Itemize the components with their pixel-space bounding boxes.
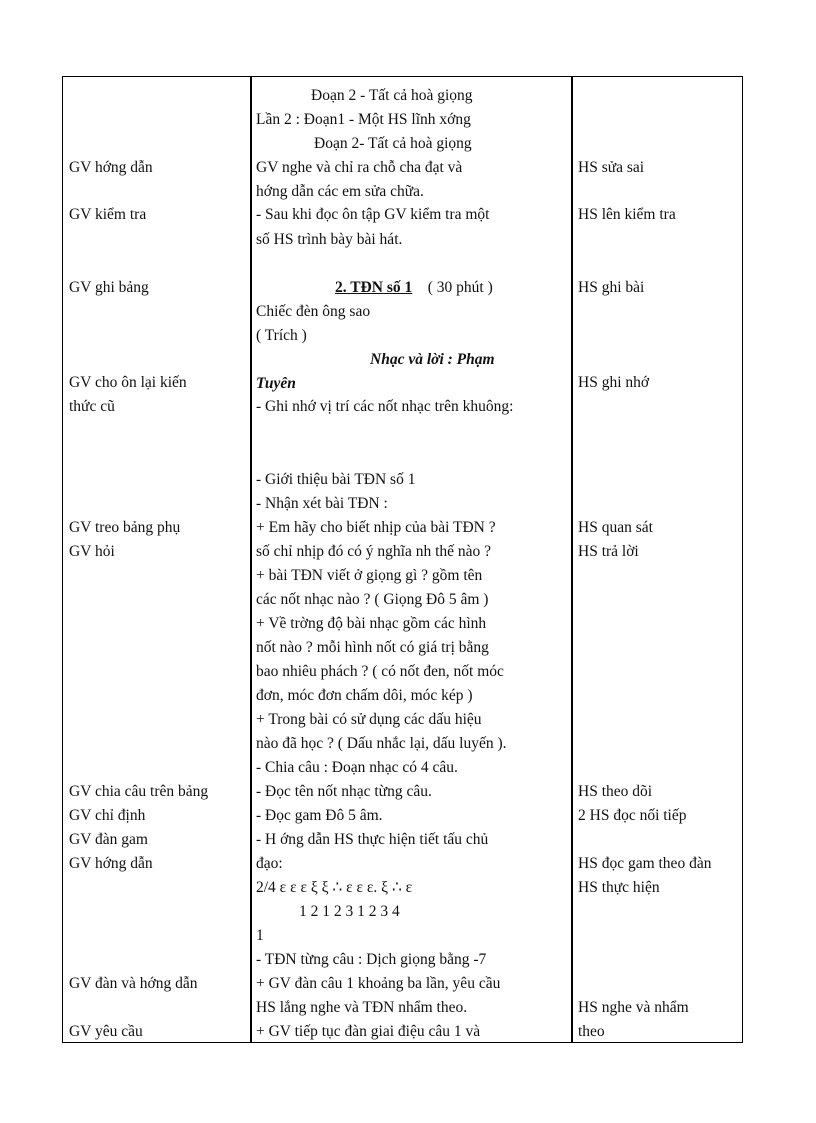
col1-line: GV hớng dẫn [69, 855, 153, 872]
col2-line: - H ớng dẫn HS thực hiện tiết tấu chủ [256, 831, 489, 848]
section-time: ( 30 phút ) [427, 279, 493, 296]
col3-line: HS ghi bài [578, 279, 645, 296]
col3-line: theo [578, 1023, 605, 1040]
col2-line: HS lắng nghe và TĐN nhẩm theo. [256, 999, 468, 1016]
col2-line: + bài TĐN viết ở giọng gì ? gồm tên [256, 567, 483, 584]
col2-line: 1 [256, 927, 264, 944]
col3-line: HS thực hiện [578, 879, 660, 896]
col2-line: + GV đàn câu 1 khoảng ba lần, yêu cầu [256, 975, 501, 992]
col1-line: GV chia câu trên bảng [69, 783, 209, 800]
col2-line: Chiếc đèn ông sao [256, 303, 371, 320]
col2-line: Lần 2 : Đoạn1 - Một HS lĩnh xớng [256, 111, 471, 128]
col1-line: GV đàn và hớng dẫn [69, 975, 198, 992]
col2-line: - TĐN từng câu : Dịch giọng bằng -7 [256, 951, 487, 968]
col3-line: HS sửa sai [578, 159, 645, 176]
col2-line: hớng dẫn các em sửa chữa. [256, 183, 424, 200]
col2-line: + Trong bài có sử dụng các dấu hiệu [256, 711, 482, 728]
col2-line: nào đã học ? ( Dấu nhắc lại, dấu luyến ). [256, 735, 507, 752]
col1-line: GV hớng dẫn [69, 159, 153, 176]
col2-line: + Em hãy cho biết nhịp của bài TĐN ? [256, 519, 496, 536]
col3-line: HS trả lời [578, 543, 639, 560]
col2-line: - Ghi nhớ vị trí các nốt nhạc trên khuông: [256, 398, 514, 415]
col2-line: Đoạn 2- Tất cả hoà giọng [314, 135, 472, 152]
author-line-1: Nhạc và lời : Phạm [370, 351, 495, 368]
col2-line: 1 2 1 2 3 1 2 3 4 [299, 903, 400, 920]
col2-line: - Nhận xét bài TĐN : [256, 495, 388, 512]
col1-line: GV treo bảng phụ [69, 519, 181, 536]
col3-line: HS quan sát [578, 519, 653, 536]
column-divider-1 [250, 77, 252, 1042]
section-heading [335, 278, 493, 298]
col3-line: HS lên kiểm tra [578, 206, 676, 223]
col1-line: GV chỉ định [69, 807, 146, 824]
col3-line: HS ghi nhớ [578, 374, 650, 391]
col2-line: GV nghe và chỉ ra chỗ cha đạt và [256, 159, 463, 176]
col2-line: đạo: [256, 855, 283, 872]
col2-line: + Về trờng độ bài nhạc gồm các hình [256, 615, 487, 632]
col2-line: ( Trích ) [256, 327, 307, 344]
col2-line: - Đọc tên nốt nhạc từng câu. [256, 783, 432, 800]
section-title: 2. TĐN số 1 [335, 279, 413, 296]
col1-line: GV ghi bảng [69, 279, 149, 296]
col1-line: GV kiểm tra [69, 206, 147, 223]
col2-line: bao nhiêu phách ? ( có nốt đen, nốt móc [256, 663, 504, 680]
col2-line: - Sau khi đọc ôn tập GV kiểm tra một [256, 206, 490, 223]
col3-line: HS theo dõi [578, 783, 653, 800]
col2-line: đơn, móc đơn chấm dôi, móc kép ) [256, 687, 473, 704]
col2-line: - Giới thiệu bài TĐN số 1 [256, 471, 416, 488]
col1-line: GV hỏi [69, 543, 115, 560]
col2-line: số HS trình bày bài hát. [256, 231, 403, 248]
col2-line: - Đọc gam Đô 5 âm. [256, 807, 383, 824]
author-line-2: Tuyên [256, 375, 296, 392]
col2-line: số chỉ nhịp đó có ý nghĩa nh thế nào ? [256, 543, 492, 560]
col3-line: 2 HS đọc nối tiếp [578, 807, 687, 824]
lesson-table [62, 76, 743, 1043]
col3-line: HS nghe và nhẩm [578, 999, 689, 1016]
col2-line: + GV tiếp tục đàn giai điệu câu 1 và [256, 1023, 481, 1040]
col2-line: 2/4 ε ε ε ξ ξ ∴ ε ε ε. ξ ∴ ε [256, 879, 413, 896]
col1-line: thức cũ [69, 398, 115, 415]
col2-line: nốt nào ? mỗi hình nốt có giá trị bằng [256, 639, 489, 656]
col2-line: - Chia câu : Đoạn nhạc có 4 câu. [256, 759, 458, 776]
col1-line: GV đàn gam [69, 831, 148, 848]
col1-line: GV cho ôn lại kiến [69, 374, 187, 391]
column-divider-2 [571, 77, 573, 1042]
col3-line: HS đọc gam theo đàn [578, 855, 712, 872]
col1-line: GV yêu cầu [69, 1023, 143, 1040]
col2-line: các nốt nhạc nào ? ( Giọng Đô 5 âm ) [256, 591, 489, 608]
col2-line: Đoạn 2 - Tất cả hoà giọng [311, 87, 473, 104]
